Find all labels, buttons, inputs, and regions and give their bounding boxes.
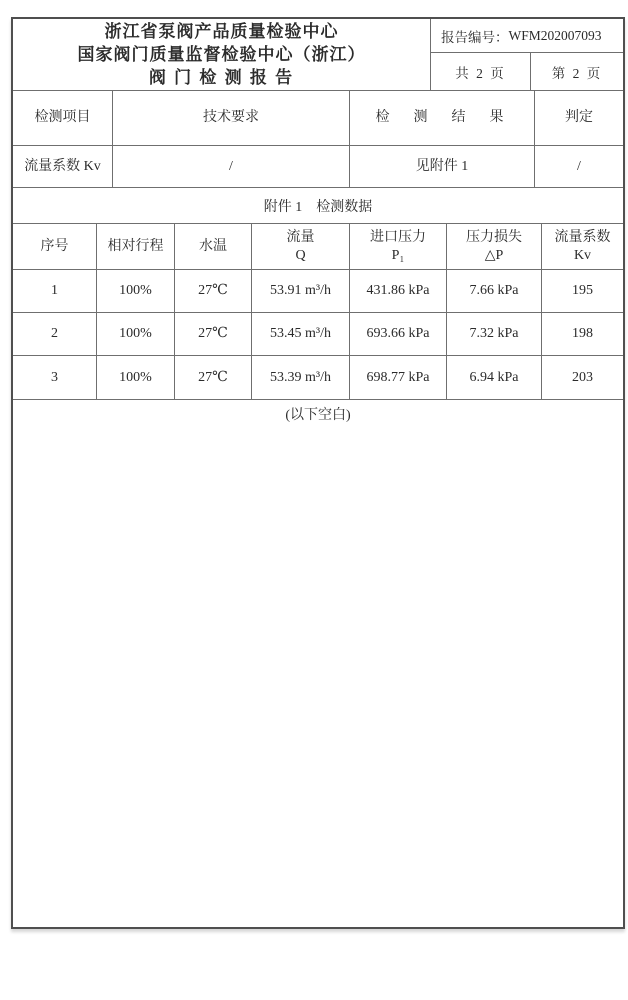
data-cell-pressure-loss: 7.66 kPa (447, 270, 542, 312)
data-cell-stroke: 100% (97, 313, 175, 355)
attachment-title: 附件 1 检测数据 (13, 188, 623, 224)
col-header-line: P₁ (391, 247, 405, 263)
summary-header-item: 检测项目 (13, 91, 113, 145)
col-header-line: △P (484, 247, 504, 263)
summary-header-judgement: 判定 (565, 110, 593, 125)
table-row (13, 356, 623, 400)
data-cell-flow: 53.91 m³/h (252, 270, 350, 312)
data-cell-inlet-pressure: 698.77 kPa (350, 356, 447, 399)
org-name-line1: 浙江省泵阀产品质量检验中心 (104, 22, 339, 41)
summary-result-value: 见附件 1 (350, 146, 535, 187)
data-cell-temp: 27℃ (175, 356, 252, 399)
data-cell-pressure-loss: 7.32 kPa (447, 313, 542, 355)
data-cell-inlet-pressure: 431.86 kPa (350, 270, 447, 312)
data-cell-seq: 3 (13, 356, 97, 399)
data-cell-seq: 1 (13, 270, 97, 312)
col-header-flow-coefficient (542, 224, 623, 269)
col-header-line: Kv (573, 247, 592, 263)
report-number-value: WFM202007093 (508, 27, 602, 43)
page-info-row (431, 53, 623, 90)
summary-data-row (13, 146, 623, 188)
data-cell-flow: 53.39 m³/h (252, 356, 350, 399)
col-header-line: 流量系数 (554, 229, 611, 245)
col-header-line: Q (295, 247, 306, 263)
summary-item-value: 流量系数 Kv (13, 146, 113, 187)
report-title: 阀 门 检 测 报 告 (148, 68, 295, 87)
col-header-line: 进口压力 (370, 229, 426, 245)
col-header-line: 序号 (40, 238, 69, 254)
total-pages-cell: 共 2 页 (431, 53, 531, 90)
col-header-pressure-loss (447, 224, 542, 269)
data-cell-flow: 53.45 m³/h (252, 313, 350, 355)
col-header-line: 压力损失 (466, 229, 522, 245)
summary-judgement-value: / (577, 158, 581, 174)
summary-header-result: 检 测 结 果 (350, 91, 535, 145)
data-cell-kv: 198 (572, 326, 593, 341)
data-cell-kv: 203 (572, 369, 593, 385)
report-number-label: 报告编号： (441, 29, 509, 45)
summary-header-row (13, 91, 623, 146)
col-header-line: 相对行程 (107, 238, 164, 254)
data-cell-stroke: 100% (97, 356, 175, 399)
blank-note: (以下空白) (285, 408, 351, 423)
col-header-flow (252, 224, 350, 269)
report-document (11, 17, 625, 929)
col-header-line: 流量 (286, 229, 315, 245)
data-cell-pressure-loss: 6.94 kPa (447, 356, 542, 399)
col-header-seq (13, 224, 97, 269)
data-cell-kv: 195 (572, 283, 593, 298)
summary-requirement-value: / (113, 146, 350, 187)
report-meta-block (431, 19, 623, 90)
current-page-cell: 第 2 页 (551, 65, 603, 81)
report-number-cell (431, 19, 623, 53)
data-cell-inlet-pressure: 693.66 kPa (350, 313, 447, 355)
data-cell-temp: 27℃ (175, 270, 252, 312)
table-row (13, 313, 623, 356)
data-cell-temp: 27℃ (175, 313, 252, 355)
org-name-line2: 国家阀门质量监督检验中心（浙江） (77, 45, 366, 64)
table-row (13, 270, 623, 313)
col-header-relative-stroke (97, 224, 175, 269)
summary-header-requirement: 技术要求 (113, 91, 350, 145)
report-title-block (13, 19, 431, 90)
data-cell-seq: 2 (13, 313, 97, 355)
col-header-water-temp (175, 224, 252, 269)
col-header-inlet-pressure (350, 224, 447, 269)
report-header (13, 19, 623, 91)
col-header-line: 水温 (199, 238, 227, 254)
data-table-header-row (13, 224, 623, 270)
data-cell-stroke: 100% (97, 270, 175, 312)
